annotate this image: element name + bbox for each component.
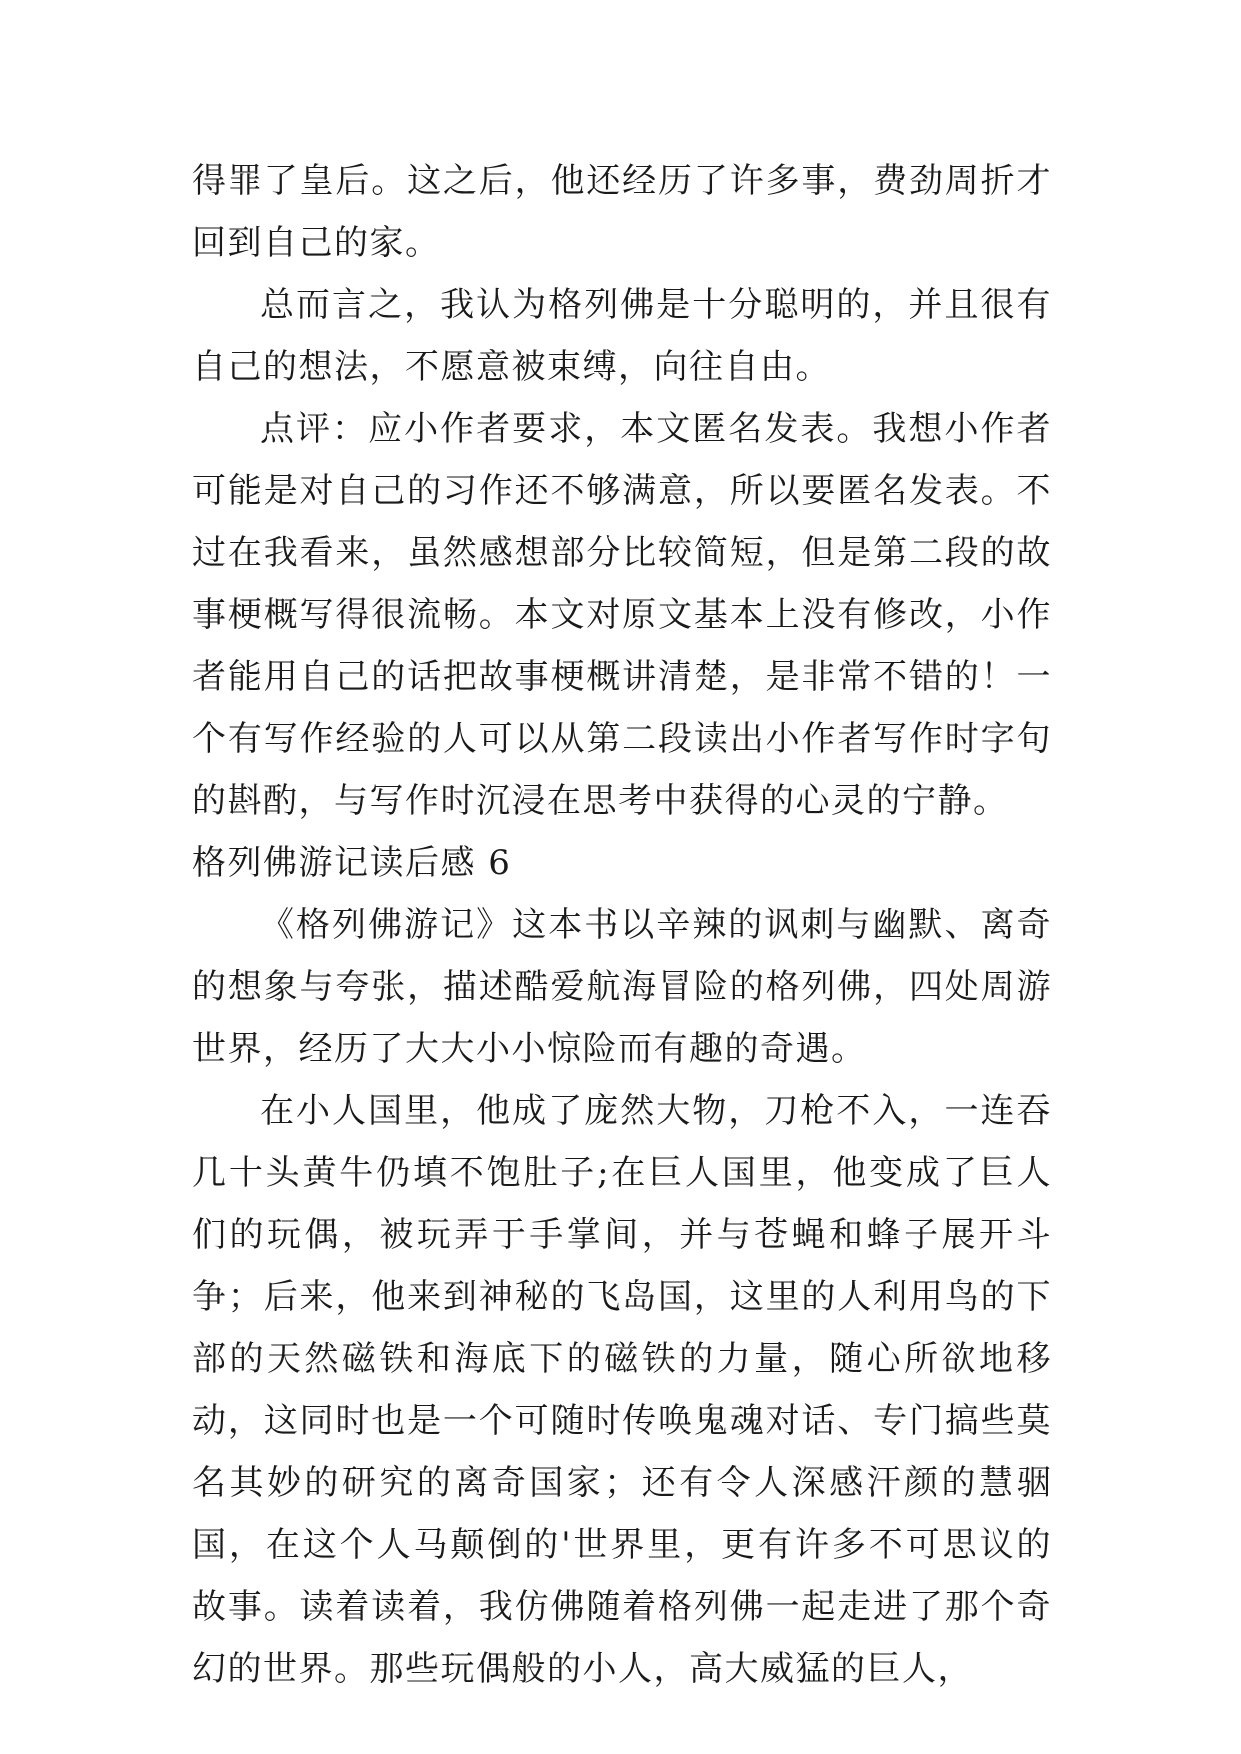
paragraph-review: 点评：应小作者要求，本文匿名发表。我想小作者可能是对自己的习作还不够满意，所以要匿名发表。不过在我看来，虽然感想部分比较简短，但是第二段的故事梗概写得很流畅。本文对原文基本上没有修改，小作者能用自己的话把故事梗概讲清楚，是非常不错的！一个有写作经验的人可以从第二段读出小作者写作时字句的斟酌，与写作时沉浸在思考中获得的心灵的宁静。 <box>192 409 1052 821</box>
paragraph-summary: 总而言之，我认为格列佛是十分聪明的，并且很有自己的想法，不愿意被束缚，向往自由。 <box>192 285 1052 387</box>
paragraph-story: 在小人国里，他成了庞然大物，刀枪不入，一连吞几十头黄牛仍填不饱肚子;在巨人国里，他变成了巨人们的玩偶，被玩弄于手掌间，并与苍蝇和蜂子展开斗争；后来，他来到神秘的飞岛国，这里的人利用鸟的下部的天然磁铁和海底下的磁铁的力量，随心所欲地移动，这同时也是一个可随时传唤鬼魂对话、专门搞些莫名其妙的研究的离奇国家；还有令人深感汗颜的慧骃国，在这个人马颠倒的'世界里，更有许多不可思议的故事。读着读着，我仿佛随着格列佛一起走进了那个奇幻的世界。那些玩偶般的小人，高大威猛的巨人， <box>192 1091 1052 1689</box>
paragraph-intro: 《格列佛游记》这本书以辛辣的讽刺与幽默、离奇的想象与夸张，描述酷爱航海冒险的格列佛，四处周游世界，经历了大大小小惊险而有趣的奇遇。 <box>192 905 1052 1069</box>
document-body <box>192 150 1052 1700</box>
paragraph-ending: 得罪了皇后。这之后，他还经历了许多事，费劲周折才回到自己的家。 <box>192 161 1052 263</box>
section-title: 格列佛游记读后感 6 <box>192 843 512 883</box>
